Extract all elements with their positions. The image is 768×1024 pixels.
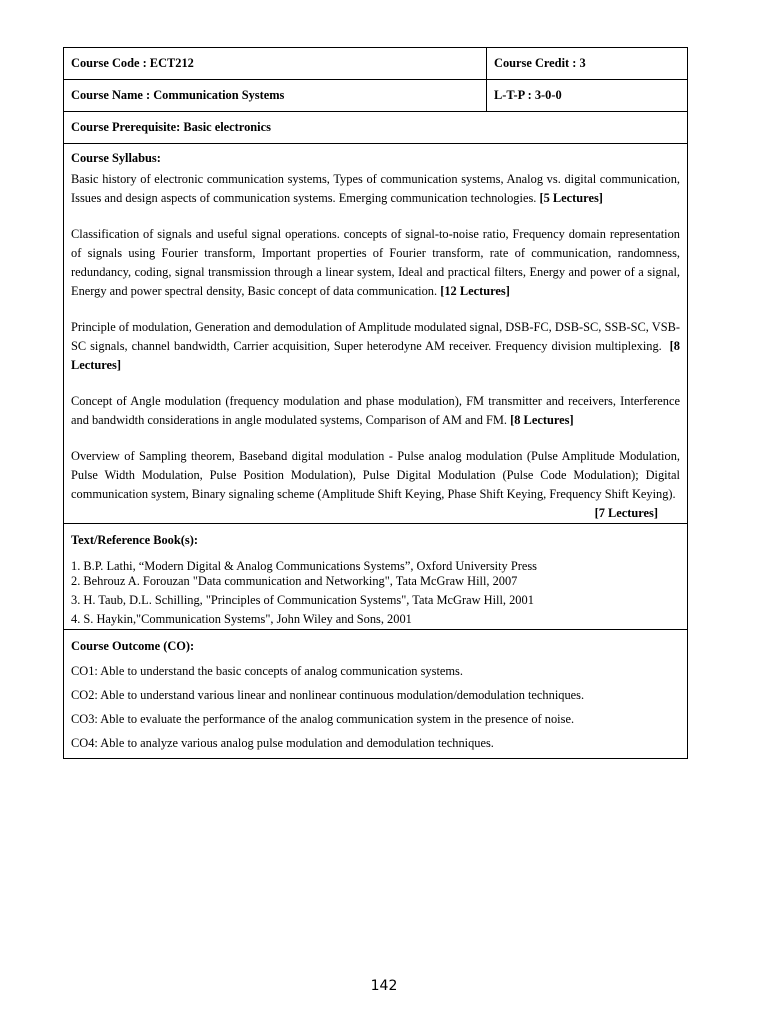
- unit-lectures: [8 Lectures]: [71, 339, 680, 372]
- syllabus-unit: [71, 318, 680, 375]
- unit-text: Basic history of electronic communication systems, Types of communication systems, Analog vs. digital communication, Issues and design aspects of communication systems. Emerging communication technologies.: [71, 172, 680, 205]
- unit-text: Overview of Sampling theorem, Baseband digital modulation - Pulse analog modulation (Pulse Amplitude Modulation, Pulse Width Modulation, Pulse Position Modulation), Pulse Digital Modulation (Pulse Code Modulation); Digital communication system, Binary signaling scheme (Amplitude Shift Keying, Phase Shift Keying, Frequency Shift Keying).: [71, 449, 680, 501]
- unit-text: Concept of Angle modulation (frequency modulation and phase modulation), FM transmitter and receivers, Interference and bandwidth considerations in angle modulated systems, Comparison of AM and FM.: [71, 394, 680, 427]
- unit-lectures: [8 Lectures]: [510, 413, 574, 427]
- page-number: 142: [370, 978, 398, 994]
- books-section: [64, 524, 688, 630]
- outcomes-section: [64, 630, 688, 759]
- unit-lectures: [12 Lectures]: [440, 284, 510, 298]
- outcome-item: CO3: Able to evaluate the performance of the analog communication system in the presence of noise.: [71, 712, 575, 726]
- unit-text: Classification of signals and useful signal operations. concepts of signal-to-noise ratio, Frequency domain representation of signals using Fourier transform, Important properties of Fourier transform, rate of communication, randomness, redundancy, coding, signal transmission through a linear system, Ideal and practical filters, Energy and power of a signal, Energy and power spectral density, Basic concept of data communication.: [71, 227, 680, 298]
- syllabus-unit: [71, 392, 680, 430]
- outcome-item: CO4: Able to analyze various analog pulse modulation and demodulation techniques.: [71, 736, 494, 750]
- syllabus-unit: [71, 170, 680, 208]
- course-credit: Course Credit : 3: [487, 48, 688, 80]
- unit-lectures: [5 Lectures]: [539, 191, 603, 205]
- syllabus-section: [64, 144, 688, 524]
- ltp: L-T-P : 3-0-0: [487, 80, 688, 112]
- books-title: Text/Reference Book(s):: [71, 533, 198, 547]
- syllabus-unit: [71, 447, 680, 520]
- unit-lectures: [7 Lectures]: [594, 506, 658, 520]
- syllabus-unit: [71, 225, 680, 301]
- course-name: Course Name : Communication Systems: [64, 80, 487, 112]
- book-item: 3. H. Taub, D.L. Schilling, "Principles of Communication Systems", Tata McGraw Hill, 2001: [71, 593, 534, 607]
- outcomes-title: Course Outcome (CO):: [71, 639, 195, 653]
- outcome-item: CO1: Able to understand the basic concepts of analog communication systems.: [71, 664, 463, 678]
- course-prerequisite: Course Prerequisite: Basic electronics: [64, 112, 688, 144]
- course-table: [63, 47, 688, 759]
- book-item: 2. Behrouz A. Forouzan "Data communication and Networking", Tata McGraw Hill, 2007: [71, 574, 518, 588]
- book-item: 4. S. Haykin,"Communication Systems", John Wiley and Sons, 2001: [71, 612, 412, 626]
- syllabus-title: Course Syllabus:: [71, 151, 161, 165]
- unit-text: Principle of modulation, Generation and demodulation of Amplitude modulated signal, DSB-FC, DSB-SC, SSB-SC, VSB-SC signals, channel bandwidth, Carrier acquisition, Super heterodyne AM receiver. Frequency division multiplexing.: [71, 320, 680, 353]
- book-item: 1. B.P. Lathi, “Modern Digital & Analog Communications Systems”, Oxford University Press: [71, 559, 537, 573]
- outcome-item: CO2: Able to understand various linear and nonlinear continuous modulation/demodulation techniques.: [71, 688, 585, 702]
- course-code: Course Code : ECT212: [64, 48, 487, 80]
